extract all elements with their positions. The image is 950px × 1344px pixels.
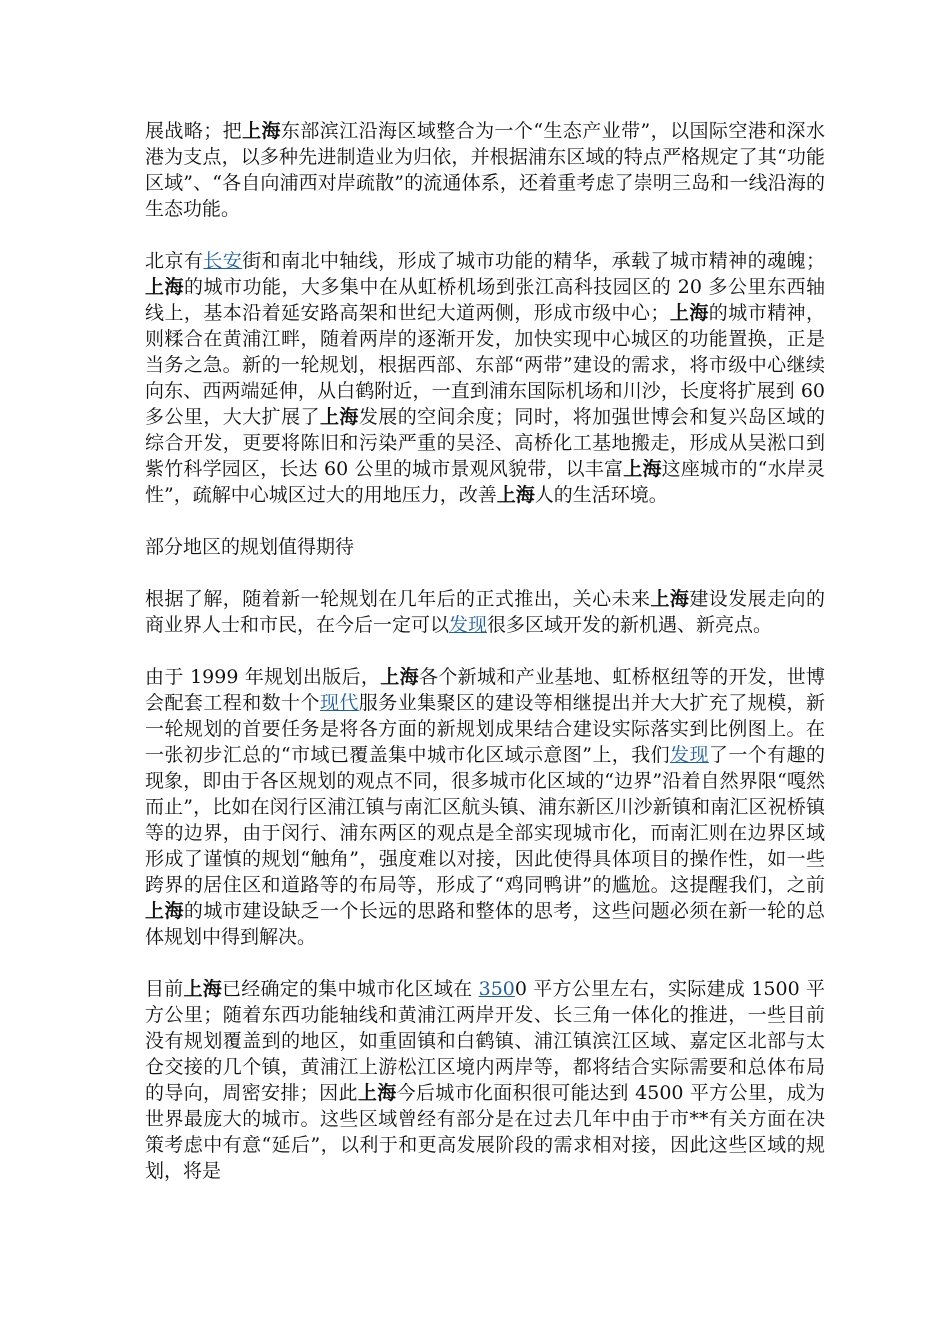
keyword-shanghai: 上海 — [242, 120, 281, 142]
text-run: 街和南北中轴线，形成了城市功能的精华，承载了城市精神的魂魄； — [242, 250, 825, 272]
paragraph-4 — [145, 664, 825, 950]
text-run: 东部滨江沿海区域整合为一个“生态产业带”，以国际空港和深水港为支点，以多种先进制造业为归依，并根据浦东区域的特点严格规定了其“功能区域”、“各自向浦西对岸疏散”的流通体系，还着重考虑了崇明三岛和一线沿海的生态功能。 — [145, 120, 825, 220]
text-run: 今后城市化面积很可能达到 4500 平方公里，成为世界最庞大的城市。这些区域曾经有部分是在过去几年中由于市**有关方面在决策考虑中有意“延后”，以利于和更高发展阶段的需求相对接，因此这些区域的规划，将是 — [145, 1082, 825, 1182]
text-run: 的城市建设缺乏一个长远的思路和整体的思考，这些问题必须在新一轮的总体规划中得到解决。 — [145, 900, 825, 948]
text-run: 发展的空间余度；同时，将加强世博会和复兴岛区域的综合开发，更要将陈旧和污染严重的吴泾、高桥化工基地搬走，形成从吴淞口到紫竹科学园区，长达 60 公里的城市景观风貌带，以丰富 — [145, 406, 825, 480]
text-run: 部分地区的规划值得期待 — [145, 536, 355, 558]
document-body — [145, 118, 825, 1210]
text-run: 的城市精神，则糅合在黄浦江畔，随着两岸的逐渐开发，加快实现中心城区的功能置换，正是当务之急。新的一轮规划，根据西部、东部“两带”建设的需求，将市级中心继续向东、西两端延伸，从白鹤附近，一直到浦东国际机场和川沙，长度将扩展到 60 多公里，大大扩展了 — [145, 302, 825, 428]
text-run: 展战略；把 — [145, 120, 243, 142]
text-run: 0 平方公里左右，实际建成 1500 平方公里；随着东西功能轴线和黄浦江两岸开发、长三角一体化的推进，一些目前没有规划覆盖到的地区，如重固镇和白鹤镇、浦江镇滨江区域、嘉定区北部与太仓交接的几个镇，黄浦江上游松江区境内两岸等，都将结合实际需要和总体布局的导向，周密安排；因此 — [145, 978, 825, 1104]
keyword-shanghai: 上海 — [623, 458, 662, 480]
keyword-shanghai: 上海 — [357, 1082, 397, 1104]
keyword-shanghai: 上海 — [145, 276, 184, 298]
text-run: 这座城市的“水岸灵性”，疏解中心城区过大的用地压力，改善 — [145, 458, 825, 506]
keyword-shanghai: 上海 — [319, 406, 359, 428]
section-heading — [145, 534, 825, 560]
paragraph-3 — [145, 586, 825, 638]
text-run: 很多区域开发的新机遇、新亮点。 — [487, 614, 773, 636]
inline-link[interactable]: 发现 — [449, 614, 488, 636]
inline-link[interactable]: 长安 — [203, 250, 243, 272]
text-run: 服务业集聚区的建设等相继提出并大大扩充了规模，新一轮规划的首要任务是将各方面的新规划成果结合建设实际落实到比例图上。在一张初步汇总的“市域已覆盖集中城市化区域示意图”上，我们 — [145, 692, 825, 766]
text-run: 已经确定的集中城市化区域在 — [222, 978, 479, 1000]
text-run: 由于 1999 年规划出版后， — [145, 666, 381, 688]
keyword-shanghai: 上海 — [380, 666, 419, 688]
text-run: 人的生活环境。 — [534, 484, 668, 506]
paragraph-2 — [145, 248, 825, 508]
inline-link[interactable]: 350 — [478, 978, 515, 1000]
text-run: 建设发展走向的商业界人士和市民，在今后一定可以 — [145, 588, 825, 636]
keyword-shanghai: 上海 — [496, 484, 535, 506]
text-run: 各个新城和产业基地、虹桥枢纽等的开发，世博会配套工程和数十个 — [145, 666, 825, 714]
paragraph-1 — [145, 118, 825, 222]
inline-link[interactable]: 发现 — [670, 744, 709, 766]
text-run: 根据了解，随着新一轮规划在几年后的正式推出，关心未来 — [145, 588, 651, 610]
keyword-shanghai: 上海 — [183, 978, 223, 1000]
text-run: 北京有 — [145, 250, 204, 272]
keyword-shanghai: 上海 — [145, 900, 184, 922]
text-run: 了一个有趣的现象，即由于各区规划的观点不同，很多城市化区域的“边界”沿着自然界限“嘎然而止”，比如在闵行区浦江镇与南汇区航头镇、浦东新区川沙新镇和南汇区祝桥镇等的边界，由于闵行、浦东两区的观点是全部实现城市化，而南汇则在边界区域形成了谨慎的规划“触角”，强度难以对接，因此使得具体项目的操作性，如一些跨界的居住区和道路等的布局等，形成了“鸡同鸭讲”的尴尬。这提醒我们，之前 — [145, 744, 825, 896]
keyword-shanghai: 上海 — [650, 588, 690, 610]
text-run: 目前 — [145, 978, 184, 1000]
inline-link[interactable]: 现代 — [319, 692, 359, 714]
text-run: 的城市功能，大多集中在从虹桥机场到张江高科技园区的 20 多公里东西轴线上，基本沿着延安路高架和世纪大道两侧，形成市级中心； — [145, 276, 825, 324]
paragraph-5 — [145, 976, 825, 1184]
keyword-shanghai: 上海 — [669, 302, 709, 324]
